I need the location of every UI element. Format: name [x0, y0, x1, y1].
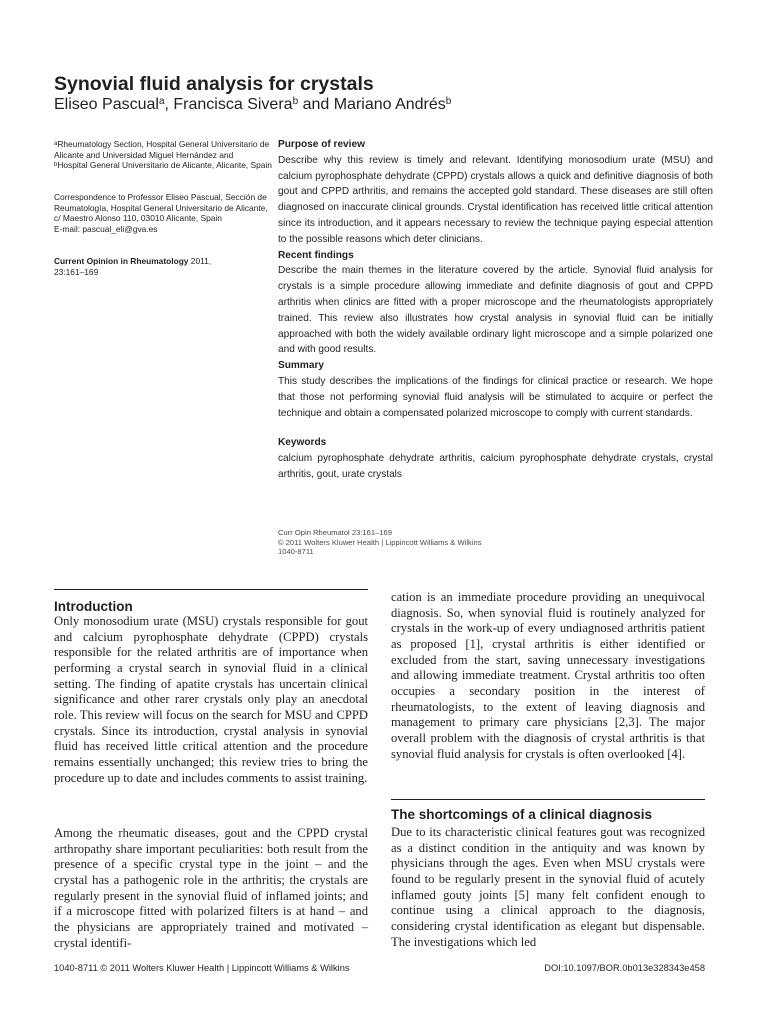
author-separator: and [298, 96, 334, 113]
citation-line: © 2011 Wolters Kluwer Health | Lippincott Williams & Wilkins [278, 537, 482, 547]
footer-doi[interactable]: DOI:10.1097/BOR.0b013e328343e458 [544, 963, 705, 973]
citation-line: Curr Opin Rheumatol 23:161–169 [278, 528, 392, 537]
affiliations [54, 139, 272, 171]
section-divider [54, 589, 368, 590]
journal-volume: 23:161–169 [54, 266, 99, 277]
summary-heading: Summary [278, 360, 325, 372]
findings-heading: Recent findings [278, 249, 354, 261]
affiliation-mark: b [54, 162, 58, 169]
author-separator: , [164, 96, 174, 113]
paragraph-text: Only monosodium urate (MSU) crystals responsible for gout and calcium pyrophosphate dehydrate (CPPD) crystals responsible for the related arthritis are of importance when performing a crystal search in synovial fluid in a clinical setting. The finding of apatite crystals has uncertain clinical significance and other rarer crystals only play an anecdotal role. This review will focus on the search for MSU and CPPD crystals. Since its introduction, crystal analysis in synovial fluid has received little critical attention and the procedure remains essentially unchanged; this review tries to bring the procedure up to date and includes comments to assist training. [54, 614, 368, 785]
shortcomings-paragraph [391, 825, 705, 950]
affiliation-mark: a [54, 141, 58, 147]
journal-year: 2011, [188, 256, 212, 266]
citation-block [278, 528, 578, 557]
findings-text: Describe the main themes in the literature covered by the article. Synovial fluid analysis for crystals is a simple procedure allowing immediate and definite diagnosis of gout and CPPD arthritis when clinics are fitted with a proper microscope and the rheumatologists appropriately trained. This review also illustrates how crystal analysis in synovial fluid can be initially approached with both the widely available ordinary light microscope and a simple polarized one and with good results. [278, 265, 713, 356]
keywords-text: calcium pyrophosphate dehydrate arthritis, calcium pyrophosphate dehydrate crystals, crystal arthritis, gout, urate crystals [278, 453, 713, 480]
shortcomings-heading: The shortcomings of a clinical diagnosis [391, 807, 653, 822]
affiliation-b: Hospital General Universitario de Alicante, Alicante, Spain [57, 160, 272, 171]
journal-name: Current Opinion in Rheumatology [54, 256, 189, 266]
footer-copyright: 1040-8711 © 2011 Wolters Kluwer Health | Lippincott Williams & Wilkins [54, 963, 350, 973]
paragraph-text: Due to its characteristic clinical features gout was recognized as a distinct condition in the antiquity and was known by physicians through the ages. Even when MSU crystals were found to be regularly present in the synovial fluid of acutely inflamed gouty joints [5] many felt confident enough to continue using a clinical approach to the diagnosis, considering crystal identification as elegant but dispensable. The investigations which led [391, 825, 705, 949]
author-name: Eliseo Pascual [54, 96, 159, 113]
article-title: Synovial fluid analysis for crystals [54, 73, 374, 95]
correspondence-address: Correspondence to Professor Eliseo Pascual, Sección de Reumatología, Hospital General Universitario de Alicante, c/ Maestro Alonso 110, 03010 Alicante, Spain [54, 192, 268, 224]
author-affiliation-mark: a [158, 96, 165, 107]
author-affiliation-mark: b [445, 96, 452, 107]
keywords-heading: Keywords [278, 437, 327, 449]
author-name: Mariano Andrés [333, 96, 446, 113]
purpose-heading: Purpose of review [278, 139, 365, 150]
purpose-text: Describe why this review is timely and relevant. Identifying monosodium urate (MSU) and calcium pyrophosphate dehydrate (CPPD) crystals allows a quick and definitive diagnosis of both gout and CPPD arthritis, and remains the accepted gold standard. These diseases are still often diagnosed on inaccurate clinical grounds. Crystal identification has received little critical attention since its introduction, and it appears necessary to review the technique paying especial attention to the possible reasons which deter clinicians. [278, 154, 713, 245]
abstract [278, 137, 713, 483]
author-name: Francisca Sivera [173, 96, 293, 113]
section-divider [391, 799, 705, 800]
correspondence [54, 192, 272, 235]
citation-line: 1040-8711 [278, 547, 314, 556]
right-column-paragraph [391, 590, 705, 762]
summary-text: This study describes the implications of the findings for clinical practice or research. We hope that those not performing synovial fluid analysis will be stimulated to acquire or perfect the technique and obtain a compensated polarized microscope to comply with current standards. [278, 375, 713, 419]
paragraph-text: Among the rheumatic diseases, gout and the CPPD crystal arthropathy share important peculiarities: both result from the presence of a specific crystal type in the joint – and the crystal has a pathogenic role in the arthritis; the crystals are regularly present in the synovial fluid of inflamed joints; and if a microscope fitted with polarized filters is at hand – and the physicians are appropriately trained and motivated – crystal identifi- [54, 826, 368, 950]
introduction-paragraph-2 [54, 826, 368, 951]
journal-info [54, 256, 272, 277]
paragraph-text: cation is an immediate procedure providing an unequivocal diagnosis. So, when synovial fluid is routinely analyzed for crystals in the work-up of every undiagnosed arthritis patient as proposed [1], crystal arthritis is either identified or excluded from the start, saving unnecessary investigations and allowing immediate treatment. Crystal arthritis too often occupies a secondary position in the interest of rheumatologists, to the extent of leaving diagnosis and management to primary care physicians [2,3]. The major overall problem with the diagnosis of crystal arthritis is that synovial fluid analysis for crystals is often overlooked [4]. [391, 590, 705, 761]
affiliation-a: Rheumatology Section, Hospital General Universitario de Alicante and Universidad Miguel Hernández and [54, 139, 270, 160]
introduction-heading: Introduction [54, 599, 133, 614]
introduction-paragraph [54, 614, 368, 786]
author-affiliation-mark: b [292, 96, 299, 107]
author-list [54, 94, 451, 115]
correspondence-email[interactable]: E-mail: pascual_eli@gva.es [54, 224, 158, 235]
